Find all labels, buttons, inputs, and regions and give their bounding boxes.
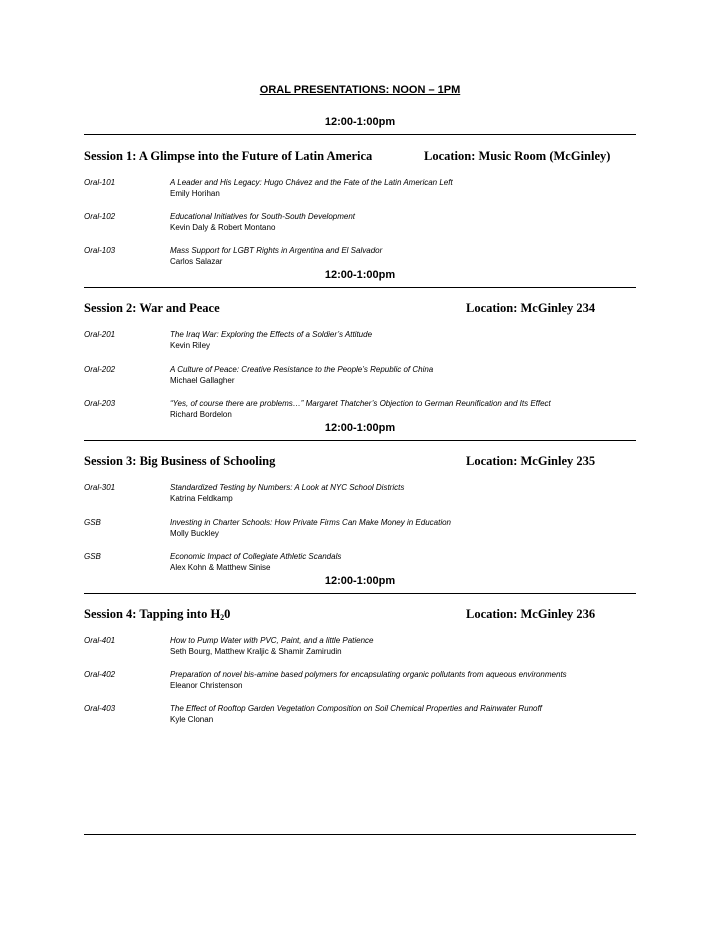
presentation-code: Oral-102 [84,212,116,221]
session-2-time: 12:00-1:00pm [324,269,396,281]
presentation-authors: Molly Buckley [170,529,219,538]
divider [84,134,636,135]
session-4-location: Location: McGinley 236 [466,607,596,621]
presentation-code: GSB [84,518,101,527]
presentation-code: Oral-203 [84,399,116,408]
session-1-title: Session 1: A Glimpse into the Future of Latin America [84,149,373,163]
presentation-code: Oral-201 [84,330,116,339]
presentation-code: Oral-402 [84,670,116,679]
divider [84,287,636,288]
presentation-code: Oral-103 [84,246,116,255]
presentation-code: Oral-101 [84,178,116,187]
presentation-code: Oral-202 [84,365,116,374]
page-title: ORAL PRESENTATIONS: NOON – 1PM [259,84,461,96]
presentation-code: Oral-403 [84,704,116,713]
footer-divider [84,834,636,835]
presentation-authors: Seth Bourg, Matthew Kraljic & Shamir Zamirudin [170,647,342,656]
presentation-authors: Alex Kohn & Matthew Sinise [170,563,271,572]
presentation-authors: Kyle Clonan [170,715,214,724]
presentation-title: Preparation of novel bis-amine based polymers for encapsulating organic pollutants from aqueous environments [170,670,567,679]
divider [84,440,636,441]
session-3-location: Location: McGinley 235 [466,454,596,468]
session-2-location: Location: McGinley 234 [466,301,596,315]
presentation-authors: Kevin Daly & Robert Montano [170,223,276,232]
presentation-title: “Yes, of course there are problems…” Margaret Thatcher’s Objection to German Reunification and Its Effect [170,399,551,408]
divider [84,593,636,594]
session-1-location: Location: Music Room (McGinley) [424,149,611,163]
session-4-time: 12:00-1:00pm [324,575,396,587]
presentation-title: How to Pump Water with PVC, Paint, and a little Patience [170,636,374,645]
presentation-title: The Iraq War: Exploring the Effects of a Soldier’s Attitude [170,330,373,339]
presentation-code: Oral-301 [84,483,116,492]
session-2-title: Session 2: War and Peace [84,301,220,315]
presentation-code: GSB [84,552,101,561]
presentation-authors: Katrina Feldkamp [170,494,233,503]
presentation-title: A Leader and His Legacy: Hugo Chávez and the Fate of the Latin American Left [170,178,453,187]
presentation-code: Oral-401 [84,636,116,645]
presentation-authors: Richard Bordelon [170,410,232,419]
presentation-title: Mass Support for LGBT Rights in Argentina and El Salvador [170,246,383,255]
presentation-title: The Effect of Rooftop Garden Vegetation Composition on Soil Chemical Properties and Rainwater Runoff [170,704,542,713]
presentation-title: Standardized Testing by Numbers: A Look at NYC School Districts [170,483,405,492]
session-3-title: Session 3: Big Business of Schooling [84,454,276,468]
presentation-authors: Emily Horihan [170,189,220,198]
presentation-title: Educational Initiatives for South-South Development [170,212,355,221]
session-1-time: 12:00-1:00pm [324,116,396,128]
presentation-title: Economic Impact of Collegiate Athletic Scandals [170,552,342,561]
session-4-title: Session 4: Tapping into $H_20$ [84,607,231,622]
presentation-title: A Culture of Peace: Creative Resistance to the People’s Republic of China [170,365,434,374]
presentation-title: Investing in Charter Schools: How Private Firms Can Make Money in Education [170,518,452,527]
presentation-authors: Kevin Riley [170,341,211,350]
presentation-authors: Eleanor Christenson [170,681,243,690]
session-3-time: 12:00-1:00pm [324,422,396,434]
presentation-authors: Carlos Salazar [170,257,223,266]
presentation-authors: Michael Gallagher [170,376,235,385]
